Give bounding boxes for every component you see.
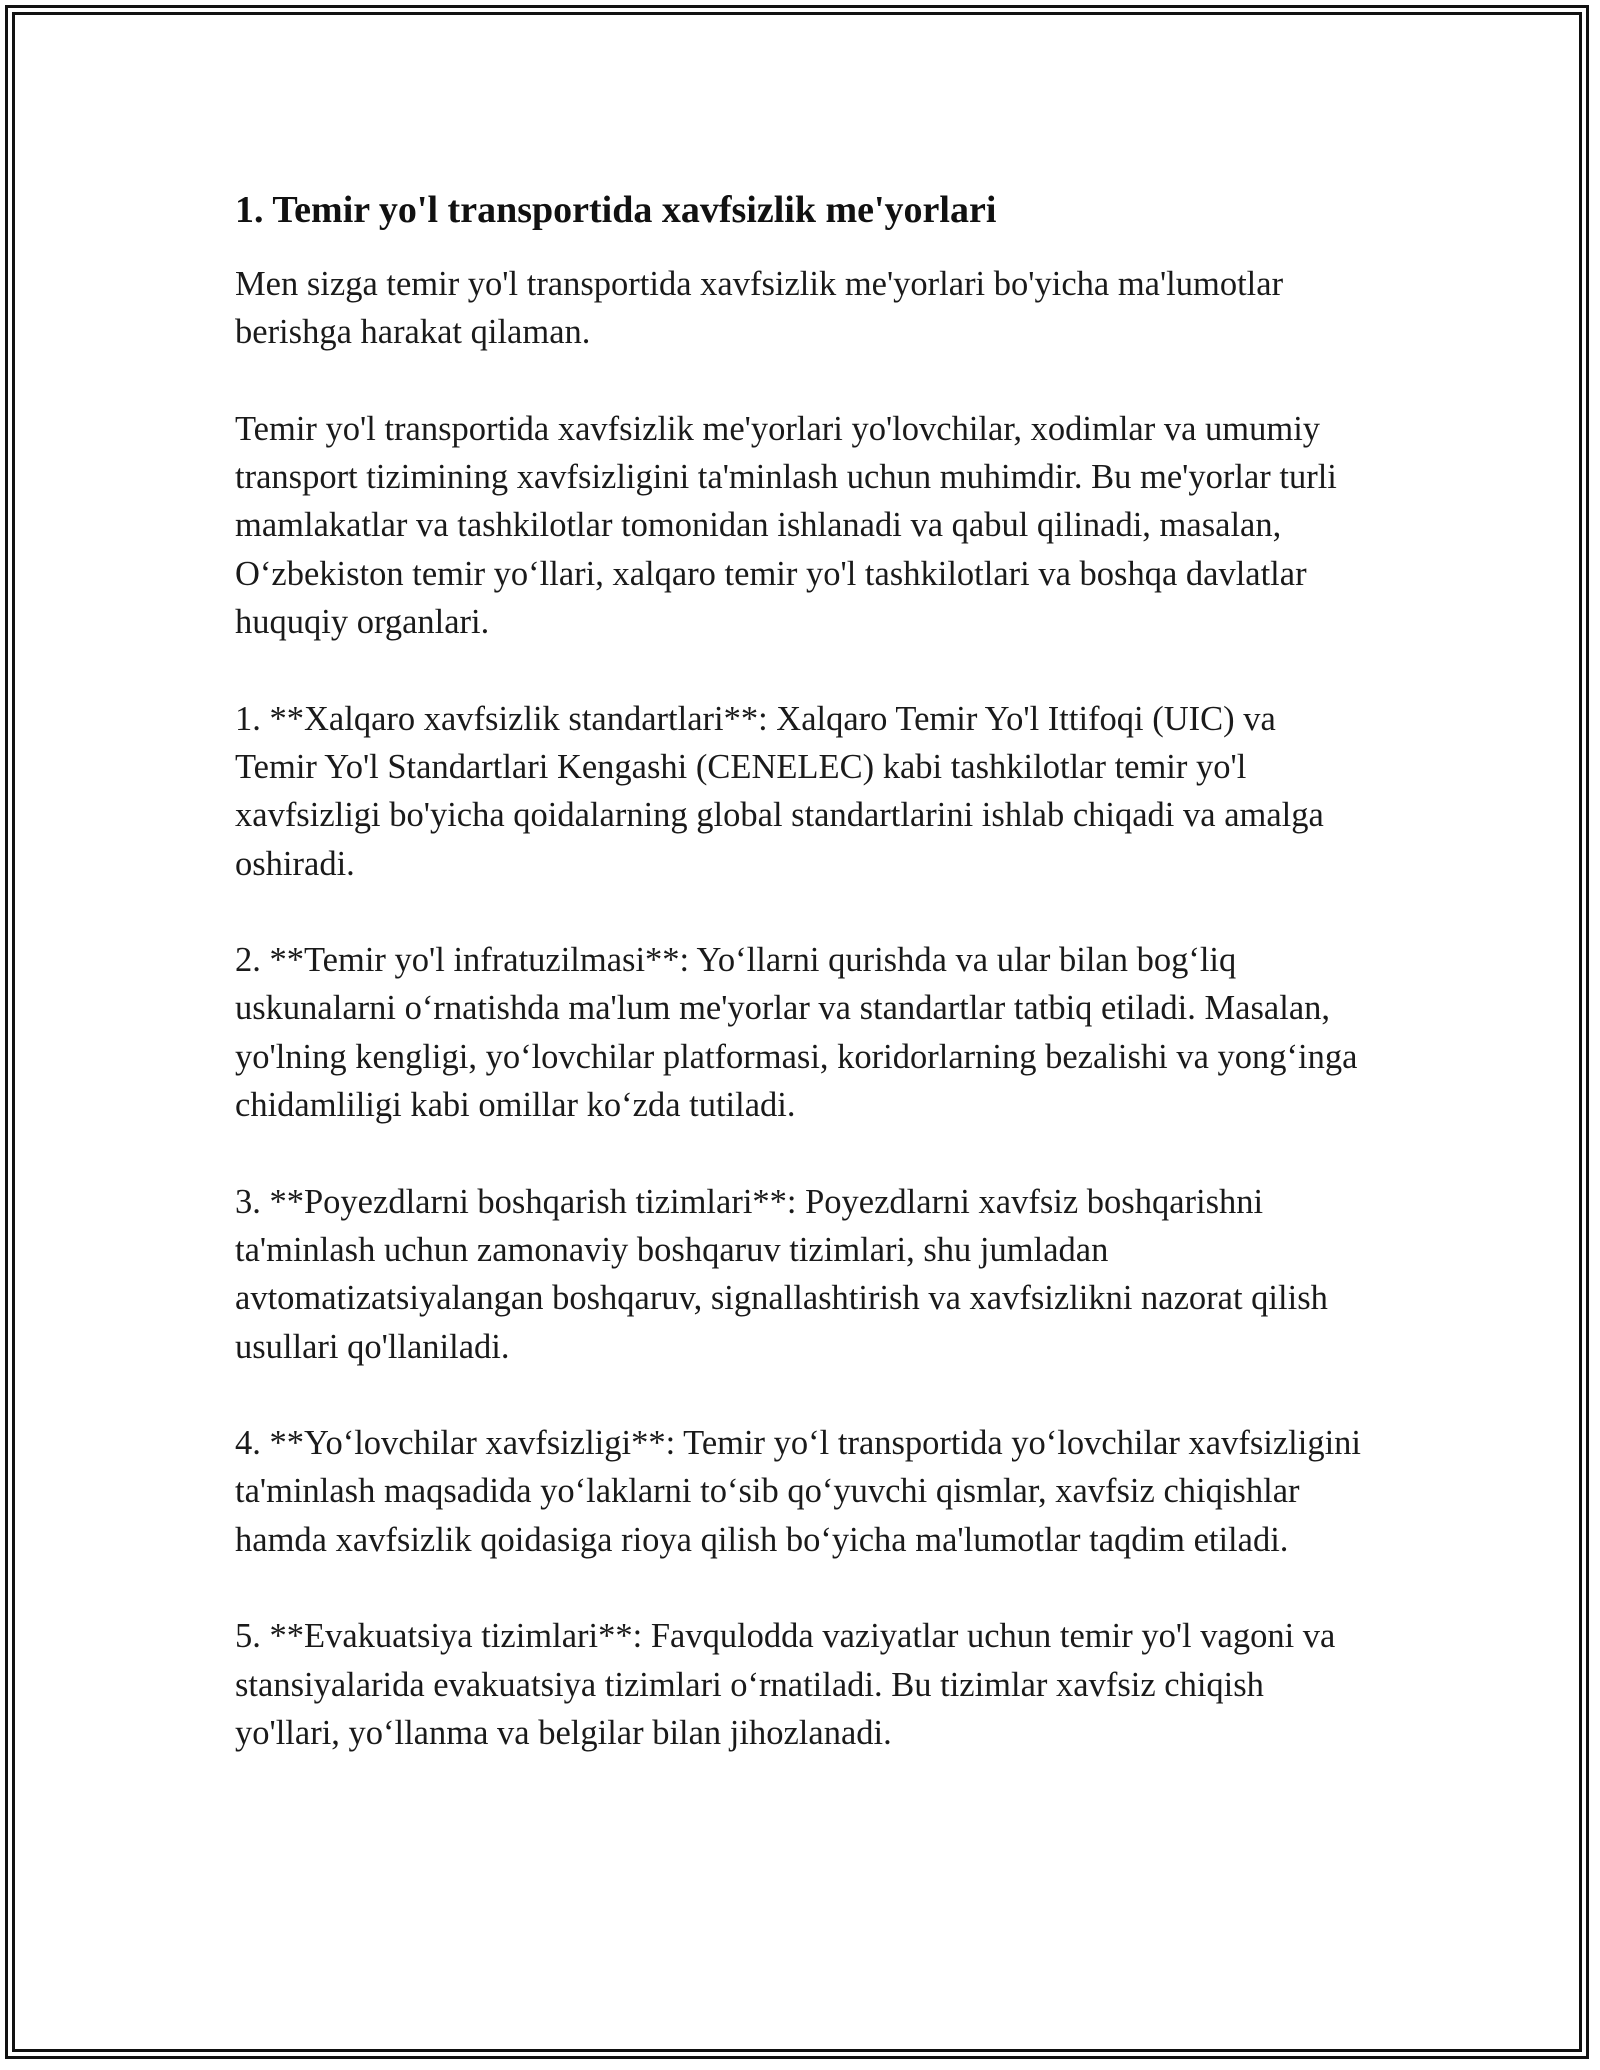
- list-item-evacuation-systems: 5. **Evakuatsiya tizimlari**: Favqulodda vaziyatlar uchun temir yo'l vagoni va stansiyalarida evakuatsiya tizimlari o‘rnatiladi. Bu tizimlar xavfsiz chiqish yo'llari, yo‘llanma va belgilar bilan jihozlanadi.: [235, 1617, 1336, 1752]
- list-item-train-control-systems: 3. **Poyezdlarni boshqarish tizimlari**: Poyezdlarni xavfsiz boshqarishni ta'minlash uchun zamonaviy boshqaruv tizimlari, shu jumladan avtomatizatsiyalangan boshqaruv, signallashtirish va xavfsizlikni nazorat qilish usullari qo'llaniladi.: [235, 1182, 1328, 1366]
- list-item-international-standards: 1. **Xalqaro xavfsizlik standartlari**: Xalqaro Temir Yo'l Ittifoqi (UIC) va Temir Yo'l Standartlari Kengashi (CENELEC) kabi tashkilotlar temir yo'l xavfsizligi bo'yicha qoidalarning global standartlarini ishlab chiqadi va amalga oshiradi.: [235, 699, 1324, 883]
- overview-paragraph: Temir yo'l transportida xavfsizlik me'yorlari yo'lovchilar, xodimlar va umumiy transport tizimining xavfsizligini ta'minlash uchun muhimdir. Bu me'yorlar turli mamlakatlar va tashkilotlar tomonidan ishlanadi va qabul qilinadi, masalan, O‘zbekiston temir yo‘llari, xalqaro temir yo'l tashkilotlari va boshqa davlatlar huquqiy organlari.: [235, 409, 1337, 642]
- document-body: [235, 186, 1365, 1806]
- list-item-passenger-safety: 4. **Yo‘lovchilar xavfsizligi**: Temir yo‘l transportida yo‘lovchilar xavfsizligini ta'minlash maqsadida yo‘laklarni to‘sib qo‘yuvchi qismlar, xavfsiz chiqishlar hamda xavfsizlik qoidasiga rioya qilish bo‘yicha ma'lumotlar taqdim etiladi.: [235, 1424, 1361, 1559]
- list-item-railway-infrastructure: 2. **Temir yo'l infratuzilmasi**: Yo‘llarni qurishda va ular bilan bog‘liq uskunalarni o‘rnatishda ma'lum me'yorlar va standartlar tatbiq etiladi. Masalan, yo'lning kengligi, yo‘lovchilar platformasi, koridorlarning bezalishi va yong‘inga chidamliligi kabi omillar ko‘zda tutiladi.: [235, 941, 1358, 1125]
- document-title: 1. Temir yo'l transportida xavfsizlik me'yorlari: [235, 189, 997, 231]
- intro-paragraph: Men sizga temir yo'l transportida xavfsizlik me'yorlari bo'yicha ma'lumotlar berishga harakat qilaman.: [235, 265, 1284, 352]
